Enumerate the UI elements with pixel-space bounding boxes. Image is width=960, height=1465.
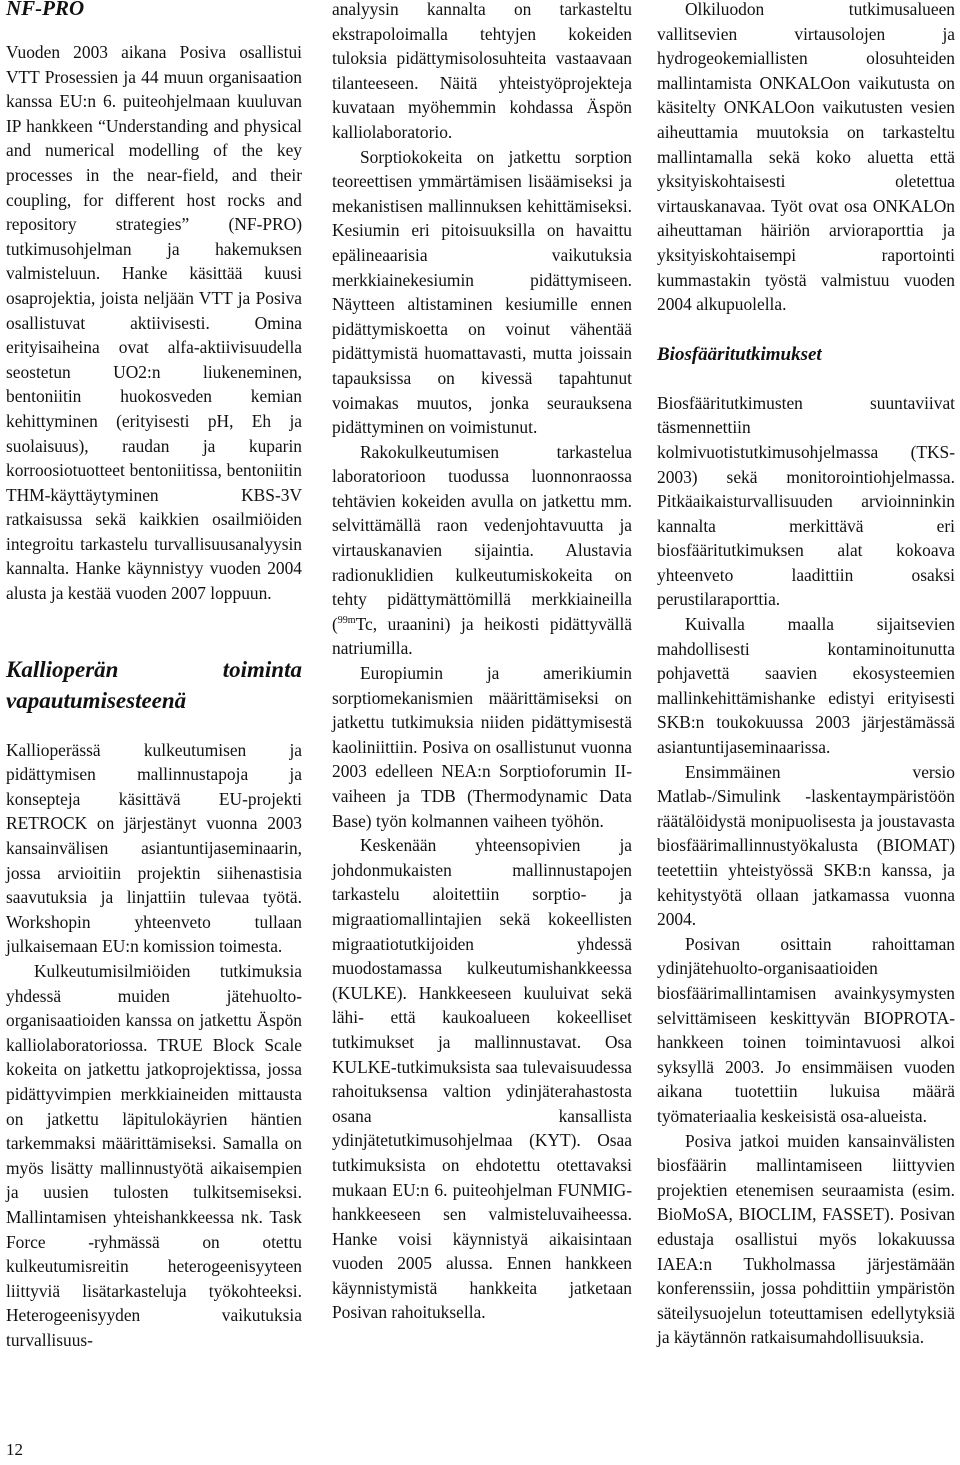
column-left	[6, 0, 302, 1353]
paragraph-ecosystem-model: Kuivalla maalla sijaitsevien mahdollisesti kontaminoitunutta pohjavettä saavien ekosysteemien mallinkehittämishanke edistyi erityisesti SKB:n toukokuussa 2003 järjestämässä asiantuntijaseminaarissa.	[657, 614, 955, 758]
column-right	[657, 0, 955, 1350]
paragraph-sorption-experiments: Sorptiokokeita on jatkettu sorption teoreettisen ymmärtämisen lisäämiseksi ja mekanistisen mallinnuksen kehittämiseksi. Kesiumin eri pitoisuuksilla on havaittu epälineaarisia vaikutuksia merkkiainekesiumin pidättymiseen. Näytteen altistaminen kesiumille ennen pidättymiskoetta on voinut vähentää pidättymistä huomattavasti, mutta joissain tapauksissa on kivessä tapahtunut voimakas muutos, jonka seurauksena pidättyminen on voimistunut.	[332, 146, 632, 438]
section-heading-kallioperan-toiminta: Kallioperän toiminta vapautumisesteenä	[6, 656, 302, 713]
isotope-superscript: 99m	[337, 614, 356, 626]
fracture-transport-text-a: Rakokulkeutumisen tarkastelua laboratorioon tuodussa luonnonraossa tehtävien kokeiden avulla on jatkettu mm. selvittämällä raon vedenjohtavuutta ja virtauskanavien sijaintia. Alustavia radionuklidien kulkeutumiskokeita on tehty pidättymättömillä merkkiaineilla (	[332, 441, 632, 634]
paragraph-analysis-continued: analyysin kannalta on tarkasteltu ekstrapoloimalla tehtyjen kokeiden tuloksia pidättymisolosuhteita vastaavaan tilanteeseen. Näitä yhteistyöprojekteja kuvataan myöhemmin kohdassa Äspön kalliolaboratorio.	[332, 0, 632, 142]
page-number: 12	[6, 1440, 23, 1459]
paragraph-aspo-transport: Kulkeutumisilmiöiden tutkimuksia yhdessä muiden jätehuolto-organisaatioiden kanssa on jatkettu Äspön kalliolaboratoriossa. TRUE Block Scale kokeita on jatkettu jatkoprojektissa, jossa pidättyvimpien merkkiaineiden mittausta on jatkettu läpitulokäyrien häntien tarkemmaksi määrittämiseksi. Samalla on myös lisätty mallinnustyötä aikaisempien ja uusien tulosten tulkitsemiseksi. Mallintamisen yhteishankkeessa nk. Task Force -ryhmässä on otettu kulkeutumisreitin heterogeenisyyteen liittyviä lisätarkasteluja työkohteeksi. Heterogeenisyyden vaikutuksia turvallisuus-	[6, 961, 302, 1350]
section-heading-nf-pro: NF-PRO	[6, 0, 85, 20]
paragraph-olkiluoto: Olkiluodon tutkimusalueen vallitsevien virtausolojen ja hydrogeokemiallisten olosuhteiden mallintamista ONKALOon vaikutusta on käsitelty ONKALOon vaikutusten vesien aiheuttamia muutoksia on tarkasteltu mallintamalla sekä koko aluetta että yksityiskohtaisesti oletettua virtauskanavaa. Työt ovat osa ONKALOn aiheuttaman häiriön arvioraporttia ja yksityiskohtaisempi raportointi kummastakin työstä valmistuu vuoden 2004 alkupuolella.	[657, 0, 955, 315]
paragraph-bioprota: Posivan osittain rahoittaman ydinjätehuolto-organisaatioiden biosfäärimallintamisen avainkysymysten selvittämiseen keskittyvän BIOPROTA-hankkeen toinen toimintavuosi alkoi syksyllä 2003. Jo ensimmäisen vuoden aikana tuotettiin lukuisa määrä työmateriaalia keskeisistä osa-alueista.	[657, 933, 955, 1126]
paragraph-europium-americium: Europiumin ja amerikiumin sorptiomekanismien määrittämiseksi on jatkettu tutkimuksia niiden pidättymisestä kaoliniittiin. Posiva on osallistunut vuonna 2003 edelleen NEA:n Sorptioforumin II-vaiheen ja TDB (Thermodynamic Data Base) työn kolmannen vaiheen työhön.	[332, 663, 632, 831]
paragraph-biosphere-guidelines: Biosfääritutkimusten suuntaviivat täsmennettiin kolmivuotistutkimusohjelmassa (TKS-2003) sekä monitorointiohjelmassa. Pitkäaikaisturvallisuuden arvioinninkin kannalta merkittävä eri biosfääritutkimuksen alat kokoava yhteenveto laadittiin osaksi perustilaraporttia.	[657, 392, 955, 610]
paragraph-retrock: Kallioperässä kulkeutumisen ja pidättymisen mallinnustapoja ja konsepteja käsittävä EU-projekti RETROCK on järjestänyt vuonna 2003 kansainvälisen asiantuntijaseminaarin, jossa arvioitiin projektin siihenastisia saavutuksia ja linjattiin tulevaa työtä. Workshopin yhteenveto tullaan julkaisemaan EU:n komission toimesta.	[6, 739, 302, 957]
column-middle	[332, 0, 632, 1325]
paragraph-nf-pro: Vuoden 2003 aikana Posiva osallistui VTT Prosessien ja 44 muun organisaation kanssa EU:n 6. puiteohjelmaan kuuluvan IP hankkeen “Understanding and physical and numerical modelling of the key processes in the near-field, and their coupling, for different host rocks and repository strategies” (NF-PRO) tutkimusohjelman ja hakemuksen valmisteluun. Hanke käsittää kuusi osaprojektia, joista neljään VTT ja Posiva osallistuvat aktiivisesti. Omina erityisaiheina ovat alfa-aktiivisuudella seostetun UO2:n liukeneminen, bentoniitin huokosveden kemian kehittyminen (erityisesti pH, Eh ja suolaisuus), raudan ja kuparin korroosiotuotteet bentoniitissa, bentoniitin THM-käyttäytyminen KBS-3V ratkaisussa sekä kaikkien osailmiöiden integroitu tarkastelu turvallisuusanalyysin kannalta. Hanke käynnistyy vuoden 2004 alusta ja kestää vuoden 2007 loppuun.	[6, 42, 302, 604]
paragraph-fracture-transport	[332, 440, 632, 661]
paragraph-kulke: Keskenään yhteensopivien ja johdonmukaisten mallinnustapojen tarkastelu aloitettiin sorptio- ja migraatiomallintajien sekä kokeellisten migraatiotutkijoiden yhdessä muodostamassa kulkeutumishankkeessa (KULKE). Hankkeeseen kuuluivat sekä lähi- että kaukoalueen kokeelliset tutkimukset ja mallinnustavat. Osa KULKE-tutkimuksista saa tulevaisuudessa rahoituksensa valtion ydinjäterahastosta osana kansallista ydinjätetutkimusohjelmaa (KYT). Osaa tutkimuksista on ehdotettu otettavaksi mukaan EU:n 6. puiteohjelman FUNMIG-hankkeeseen sen valmisteluvaiheessa. Hanke voisi käynnistyä aikaisintaan vuoden 2005 alussa. Ennen hankkeen käynnistymistä hankkeita jatketaan Posivan rahoituksella.	[332, 835, 632, 1323]
fracture-transport-text-b: Tc, uraanini) ja heikosti pidättyvällä natriumilla.	[332, 613, 632, 659]
paragraph-biomat: Ensimmäinen versio Matlab-/Simulink -laskentaympäristöön räätälöidystä monipuolisesta ja joustavasta biosfäärimallinnustyökalusta (BIOMAT) teetettiin yhteistyössä SKB:n kanssa, ja kehitystyötä ollaan jatkamassa vuonna 2004.	[657, 761, 955, 930]
paragraph-international-projects: Posiva jatkoi muiden kansainvälisten biosfäärin mallintamiseen liittyvien projektien etenemisen seuraamista (esim. BioMoSA, BIOCLIM, FASSET). Posivan edustaja osallistui myös lokakuussa IAEA:n Tukholmassa järjestämään konferenssiin, jossa pohdittiin ympäristön säteilysuojelun toteuttamisen edellytyksiä ja käytännön ratkaisumahdollisuuksia.	[657, 1130, 955, 1348]
section-heading-biosfaaritutkimukset: Biosfääritutkimukset	[657, 343, 822, 365]
